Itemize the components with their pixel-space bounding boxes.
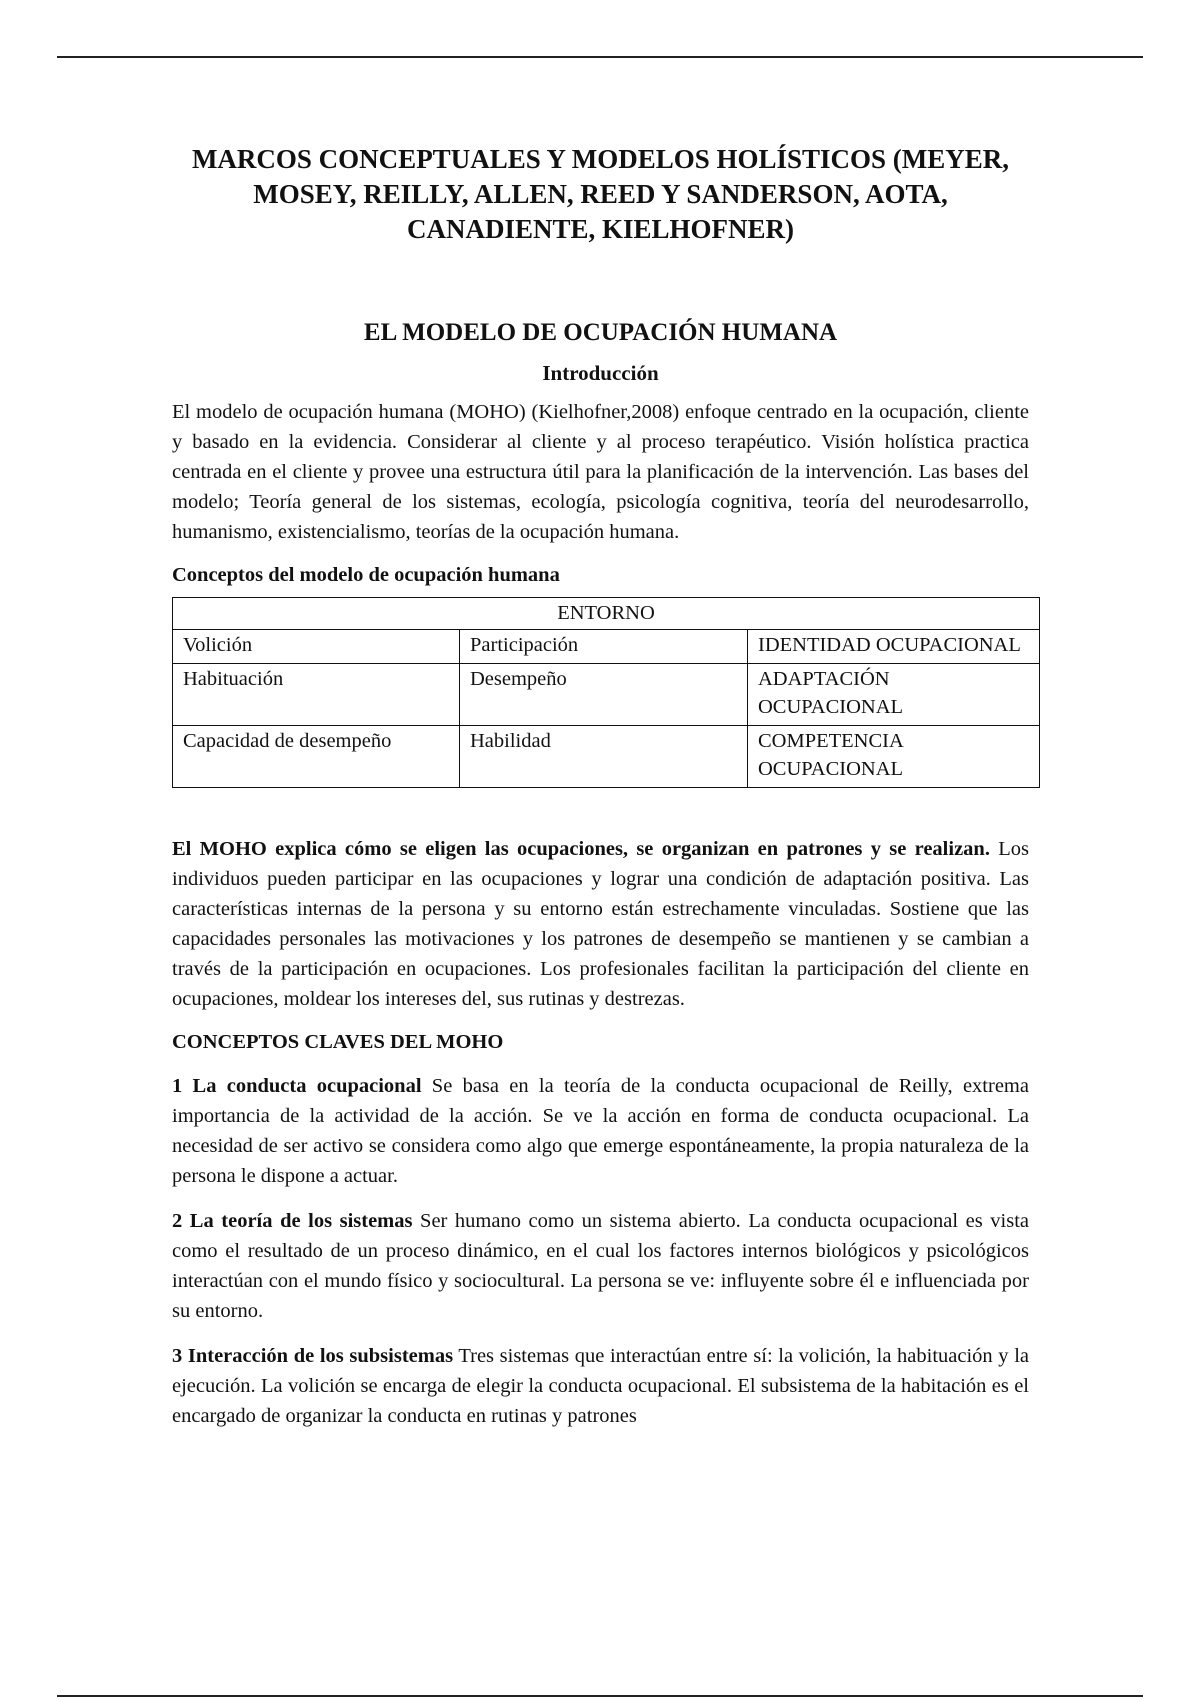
key-concept-text: Ser humano como un sistema abierto. La conducta ocupacional es vista como el resultado de un proceso dinámico, en el cual los factores internos biológicos y psicológicos interactúan con el mundo físico y sociocultural. La persona se ve: influyente sobre él e influenciada por su entorno. [172, 1210, 1029, 1322]
table-row [173, 630, 1040, 664]
table-cell: COMPETENCIA OCUPACIONAL [748, 726, 1040, 788]
concepts-table [172, 597, 1040, 788]
table-cell: Capacidad de desempeño [173, 726, 460, 788]
key-concept-text: Se basa en la teoría de la conducta ocupacional de Reilly, extrema importancia de la actividad de la acción. Se ve la acción en forma de conducta ocupacional. La necesidad de ser activo se considera como algo que emerge espontáneamente, la propia naturaleza de la persona le dispone a actuar. [172, 1075, 1029, 1187]
key-concept-title: 1 La conducta ocupacional [172, 1075, 422, 1097]
intro-paragraph: El modelo de ocupación humana (MOHO) (Kielhofner,2008) enfoque centrado en la ocupación, cliente y basado en la evidencia. Considerar al cliente y al proceso terapéutico. Visión holística practica centrada en el cliente y provee una estructura útil para la planificación de la intervención. Las bases del modelo; Teoría general de los sistemas, ecología, psicología cognitiva, teoría del neurodesarrollo, humanismo, existencialismo, teorías de la ocupación humana. [172, 401, 1029, 543]
key-concept-title: 3 Interacción de los subsistemas [172, 1345, 454, 1367]
intro-heading: Introducción [542, 361, 659, 385]
top-rule [57, 56, 1143, 58]
concepts-heading: Conceptos del modelo de ocupación humana [172, 564, 560, 586]
table-cell: Habilidad [460, 726, 748, 788]
key-concept-title: 2 La teoría de los sistemas [172, 1210, 413, 1232]
document-body [172, 142, 1029, 1431]
table-cell: Desempeño [460, 664, 748, 726]
bottom-rule [57, 1695, 1143, 1697]
table-cell: IDENTIDAD OCUPACIONAL [748, 630, 1040, 664]
table-cell: ADAPTACIÓN OCUPACIONAL [748, 664, 1040, 726]
moho-paragraph [172, 834, 1029, 1014]
table-header-cell: ENTORNO [173, 598, 1040, 630]
table-cell: Volición [173, 630, 460, 664]
table-cell: Participación [460, 630, 748, 664]
document-title: MARCOS CONCEPTUALES Y MODELOS HOLÍSTICOS (MEYER, MOSEY, REILLY, ALLEN, REED Y SANDERSON, AOTA, CANADIENTE, KIELHOFNER) [191, 144, 1010, 244]
table-header-row [173, 598, 1040, 630]
table-row [173, 664, 1040, 726]
key-concept-paragraph [172, 1341, 1029, 1431]
key-concept-text: Tres sistemas que interactúan entre sí: la volición, la habituación y la ejecución. La volición se encarga de elegir la conducta ocupacional. El subsistema de la habitación es el encargado de organizar la conducta en rutinas y patrones [172, 1345, 1029, 1427]
key-concept-paragraph [172, 1071, 1029, 1191]
section-title: EL MODELO DE OCUPACIÓN HUMANA [363, 319, 838, 346]
moho-paragraph-bold: El MOHO explica cómo se eligen las ocupaciones, se organizan en patrones y se realizan. [172, 838, 990, 860]
moho-paragraph-text: Los individuos pueden participar en las ocupaciones y lograr una condición de adaptación positiva. Las características internas de la persona y su entorno están estrechamente vinculadas. Sostiene que las capacidades personales las motivaciones y los patrones de desempeño se mantienen y se cambian a través de la participación en ocupaciones. Los profesionales facilitan la participación del cliente en ocupaciones, moldear los intereses del, sus rutinas y destrezas. [172, 838, 1030, 1010]
table-cell: Habituación [173, 664, 460, 726]
table-row [173, 726, 1040, 788]
key-concepts-heading: CONCEPTOS CLAVES DEL MOHO [172, 1031, 504, 1053]
key-concept-paragraph [172, 1206, 1029, 1326]
